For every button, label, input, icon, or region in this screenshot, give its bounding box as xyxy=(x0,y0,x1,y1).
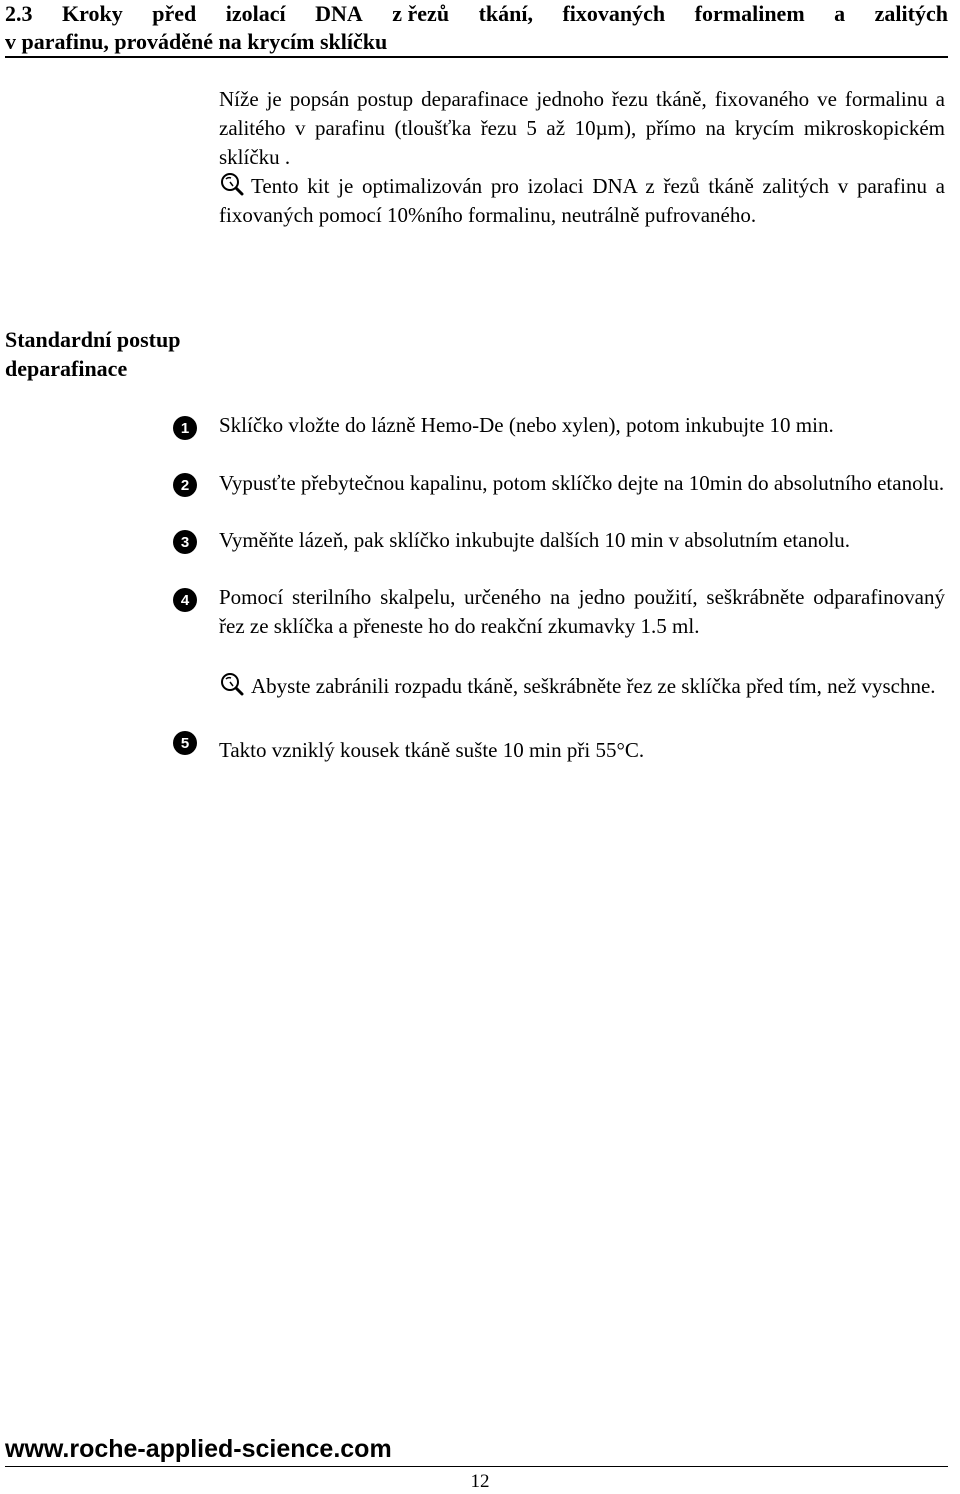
heading-word: izolací xyxy=(225,1,286,26)
heading-word: fixovaných xyxy=(562,1,666,26)
step-number-1: 1 xyxy=(173,416,197,440)
note-text: Abyste zabránili rozpadu tkáně, seškrábněte řez ze sklíčka před tím, než vyschne. xyxy=(251,674,936,698)
heading-line-2: v parafinu, prováděné na krycím sklíčku xyxy=(5,29,388,54)
step-4-note xyxy=(219,672,945,701)
step-number-3: 3 xyxy=(173,530,197,554)
note-paragraph xyxy=(219,172,945,230)
page-number: 12 xyxy=(470,1471,490,1492)
magnifier-note-icon xyxy=(219,172,245,196)
section-heading xyxy=(5,0,948,58)
heading-word: DNA xyxy=(315,1,363,26)
heading-line-1 xyxy=(5,0,948,28)
step-text-3: Vyměňte lázeň, pak sklíčko inkubujte dalších 10 min v absolutním etanolu. xyxy=(219,528,851,552)
side-label: Standardní postup deparafinace xyxy=(5,327,181,381)
step-text-4: Pomocí sterilního skalpelu, určeného na jedno použití, seškrábněte odparafinovaný řez ze sklíčka a přeneste ho do reakční zkumavky 1.5 ml. xyxy=(219,585,945,638)
step-text-5: Takto vzniklý kousek tkáně sušte 10 min při 55°C. xyxy=(219,738,645,762)
heading-word: z řezů xyxy=(392,1,450,26)
heading-word: zalitých xyxy=(874,1,948,26)
heading-word: Kroky xyxy=(62,1,123,26)
heading-word: a xyxy=(834,1,846,26)
note-text: Tento kit je optimalizován pro izolaci DNA z řezů tkáně zalitých v parafinu a fixovaných pomocí 10%ního formalinu, neutrálně pufrovaného. xyxy=(219,174,945,227)
footer-url: www.roche-applied-science.com xyxy=(5,1435,392,1463)
footer-divider xyxy=(5,1466,948,1467)
heading-word: formalinem xyxy=(694,1,805,26)
intro-paragraph: Níže je popsán postup deparafinace jednoho řezu tkáně, fixovaného ve formalinu a zalitého v parafinu (tloušťka řezu 5 až 10µm), přímo na krycím mikroskopickém sklíčku . xyxy=(219,87,945,169)
step-number-5: 5 xyxy=(173,731,197,755)
step-number-4: 4 xyxy=(173,588,197,612)
heading-number: 2.3 xyxy=(5,1,33,26)
step-text-1: Sklíčko vložte do lázně Hemo-De (nebo xylen), potom inkubujte 10 min. xyxy=(219,413,834,437)
magnifier-note-icon xyxy=(219,672,245,696)
heading-word: před xyxy=(152,1,197,26)
step-number-2: 2 xyxy=(173,473,197,497)
heading-word: tkání, xyxy=(478,1,533,26)
step-text-2: Vypusťte přebytečnou kapalinu, potom sklíčko dejte na 10min do absolutního etanolu. xyxy=(219,471,945,495)
